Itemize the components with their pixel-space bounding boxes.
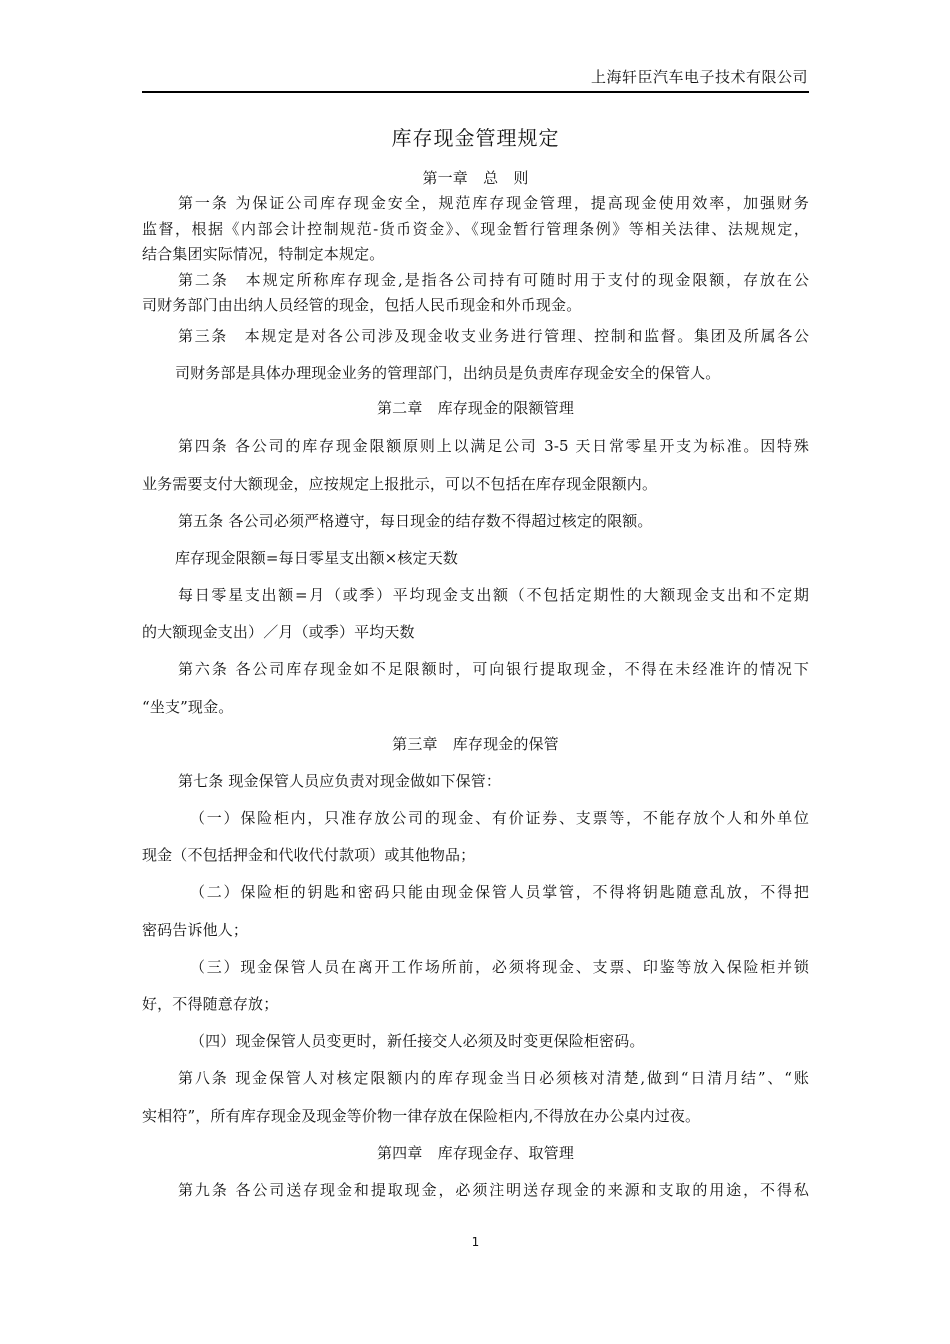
article-2-line-2: 司财务部门由出纳人员经管的现金，包括人民币现金和外币现金。 bbox=[142, 296, 582, 314]
article-7-line-1: 第七条 现金保管人员应负责对现金做如下保管： bbox=[178, 772, 502, 790]
article-3-line-2: 司财务部是具体办理现金业务的管理部门，出纳员是负责库存现金安全的保管人。 bbox=[175, 364, 721, 382]
article-2-line-1: 第二条 本规定所称库存现金,是指各公司持有可随时用于支付的现金限额，存放在公 bbox=[178, 271, 809, 289]
article-5-line-1: 第五条 各公司必须严格遵守，每日现金的结存数不得超过核定的限额。 bbox=[178, 512, 653, 530]
clause-3-line-2: 好，不得随意存放； bbox=[142, 995, 279, 1013]
article-1-line-3: 结合集团实际情况，特制定本规定。 bbox=[142, 245, 385, 263]
header-divider bbox=[142, 91, 809, 93]
chapter-heading-2: 第二章 库存现金的限额管理 bbox=[377, 399, 574, 417]
article-4-line-1: 第四条 各公司的库存现金限额原则上以满足公司 3-5 天日常零星开支为标准。因特殊 bbox=[178, 437, 809, 455]
article-1-line-1: 第一条 为保证公司库存现金安全，规范库存现金管理，提高现金使用效率，加强财务 bbox=[178, 194, 809, 212]
page-number: 1 bbox=[471, 1235, 480, 1249]
chapter-heading-3: 第三章 库存现金的保管 bbox=[392, 735, 559, 753]
document-title: 库存现金管理规定 bbox=[391, 126, 560, 150]
article-4-line-2: 业务需要支付大额现金，应按规定上报批示，可以不包括在库存现金限额内。 bbox=[142, 475, 658, 493]
header-company-name: 上海轩臣汽车电子技术有限公司 bbox=[590, 68, 808, 86]
clause-1-line-1: （一）保险柜内，只准存放公司的现金、有价证券、支票等，不能存放个人和外单位 bbox=[190, 809, 809, 827]
chapter-heading-4: 第四章 库存现金存、取管理 bbox=[377, 1144, 574, 1162]
daily-expense-formula-line-1: 每日零星支出额=月（或季）平均现金支出额（不包括定期性的大额现金支出和不定期 bbox=[178, 586, 809, 604]
article-8-line-1: 第八条 现金保管人对核定限额内的库存现金当日必须核对清楚,做到“日清月结”、“账 bbox=[178, 1069, 809, 1087]
clause-4-line-1: （四）现金保管人员变更时，新任接交人必须及时变更保险柜密码。 bbox=[190, 1032, 645, 1050]
daily-expense-formula-line-2: 的大额现金支出）／月（或季）平均天数 bbox=[142, 623, 415, 641]
chapter-heading-1: 第一章 总 则 bbox=[422, 169, 529, 187]
clause-2-line-2: 密码告诉他人； bbox=[142, 921, 249, 939]
article-6-line-2: “坐支”现金。 bbox=[142, 698, 234, 716]
clause-2-line-1: （二）保险柜的钥匙和密码只能由现金保管人员掌管，不得将钥匙随意乱放，不得把 bbox=[190, 883, 809, 901]
clause-3-line-1: （三）现金保管人员在离开工作场所前，必须将现金、支票、印鉴等放入保险柜并锁 bbox=[190, 958, 809, 976]
article-1-line-2: 监督，根据《内部会计控制规范-货币资金》、《现金暂行管理条例》等相关法律、法规规定， bbox=[142, 220, 809, 238]
cash-limit-formula: 库存现金限额=每日零星支出额×核定天数 bbox=[175, 549, 458, 567]
article-3-line-1: 第三条 本规定是对各公司涉及现金收支业务进行管理、控制和监督。集团及所属各公 bbox=[178, 327, 809, 345]
clause-1-line-2: 现金（不包括押金和代收代付款项）或其他物品； bbox=[142, 846, 476, 864]
article-8-line-2: 实相符”，所有库存现金及现金等价物一律存放在保险柜内,不得放在办公桌内过夜。 bbox=[142, 1107, 701, 1125]
article-9-line-1: 第九条 各公司送存现金和提取现金，必须注明送存现金的来源和支取的用途，不得私 bbox=[178, 1181, 809, 1199]
article-6-line-1: 第六条 各公司库存现金如不足限额时，可向银行提取现金，不得在未经准许的情况下 bbox=[178, 660, 809, 678]
